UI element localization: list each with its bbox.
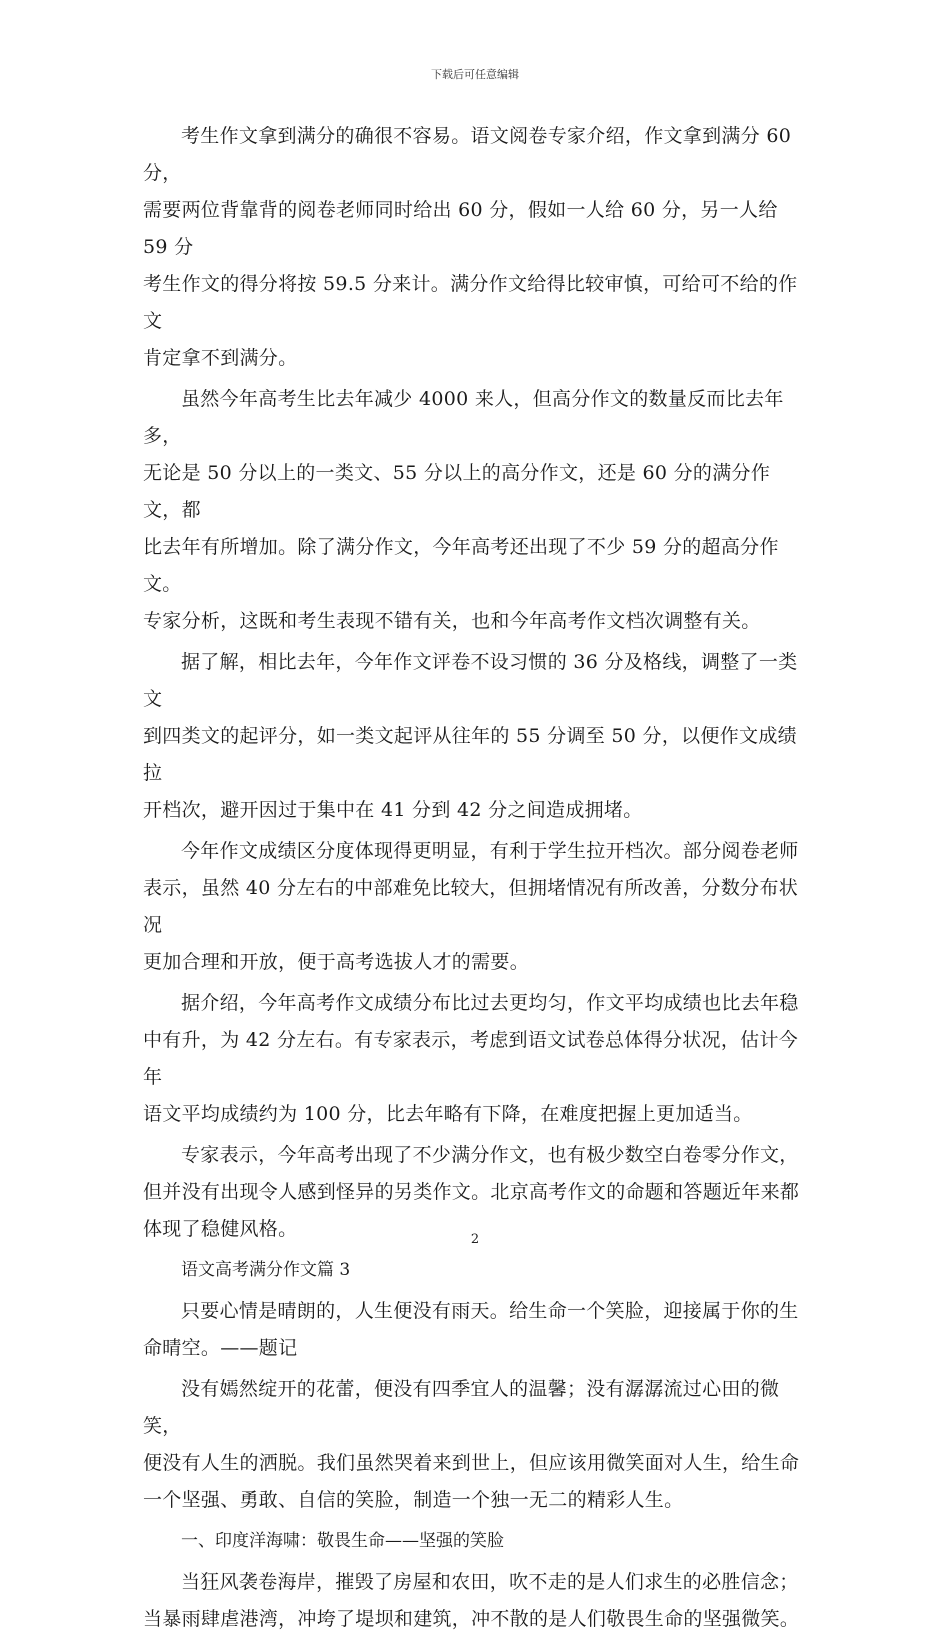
text-line: 语文平均成绩约为 100 分，比去年略有下降，在难度把握上更加适当。 [143,1103,753,1125]
paragraph-3 [143,644,808,829]
text-line: 当狂风袭卷海岸，摧毁了房屋和农田，吹不走的是人们求生的必胜信念； [181,1571,799,1593]
essay-intro [143,1371,808,1519]
text-line: 据了解，相比去年，今年作文评卷不设习惯的 36 分及格线，调整了一类文 [143,651,798,710]
section-heading [143,1252,808,1289]
text-line: 只要心情是晴朗的，人生便没有雨天。给生命一个笑脸，迎接属于你的生 [181,1300,799,1322]
text-line: 虽然今年高考生比去年减少 4000 来人，但高分作文的数量反而比去年多， [143,388,784,447]
text-line: 一个坚强、勇敢、自信的笑脸，制造一个独一无二的精彩人生。 [143,1489,684,1511]
text-line: 但并没有出现令人感到怪异的另类作文。北京高考作文的命题和答题近年来都 [143,1181,800,1203]
section-heading-text: 语文高考满分作文篇 3 [181,1260,351,1280]
paragraph-2 [143,381,808,640]
text-line: 据介绍，今年高考作文成绩分布比过去更均匀，作文平均成绩也比去年稳 [181,992,799,1014]
sub-heading-text: 一、印度洋海啸：敬畏生命——坚强的笑脸 [181,1531,504,1551]
text-line: 没有嫣然绽开的花蕾，便没有四季宜人的温馨；没有潺潺流过心田的微笑， [143,1378,780,1437]
text-line: 便没有人生的洒脱。我们虽然哭着来到世上，但应该用微笑面对人生，给生命 [143,1452,800,1474]
text-line: 更加合理和开放，便于高考选拔人才的需要。 [143,951,530,973]
paragraph-4 [143,833,808,981]
text-line: 命晴空。——题记 [143,1337,298,1359]
text-line: 无论是 50 分以上的一类文、55 分以上的高分作文，还是 60 分的满分作文，都 [143,462,771,521]
page-number: 2 [470,1232,480,1247]
essay-epigraph [143,1293,808,1367]
text-line: 考生作文拿到满分的确很不容易。语文阅卷专家介绍，作文拿到满分 60 分， [143,125,792,184]
text-line: 需要两位背靠背的阅卷老师同时给出 60 分，假如一人给 60 分，另一人给 59 分 [143,199,778,258]
paragraph-1 [143,118,808,377]
text-line: 专家分析，这既和考生表现不错有关，也和今年高考作文档次调整有关。 [143,610,761,632]
text-line: 到四类文的起评分，如一类文起评从往年的 55 分调至 50 分，以便作文成绩拉 [143,725,797,784]
text-line: 肯定拿不到满分。 [143,347,298,369]
final-paragraph [143,1564,808,1638]
text-line: 开档次，避开因过于集中在 41 分到 42 分之间造成拥堵。 [143,799,643,821]
text-line: 专家表示，今年高考出现了不少满分作文，也有极少数空白卷零分作文， [181,1144,799,1166]
paragraph-5 [143,985,808,1133]
text-line: 表示，虽然 40 分左右的中部难免比较大，但拥堵情况有所改善，分数分布状况 [143,877,799,936]
text-line: 考生作文的得分将按 59.5 分来计。满分作文给得比较审慎，可给可不给的作文 [143,273,798,332]
text-line: 比去年有所增加。除了满分作文，今年高考还出现了不少 59 分的超高分作文。 [143,536,779,595]
text-line: 体现了稳健风格。 [143,1218,298,1240]
sub-heading [143,1523,808,1560]
page-header: 下载后可任意编辑 [431,68,519,81]
text-line: 今年作文成绩区分度体现得更明显，有利于学生拉开档次。部分阅卷老师 [181,840,799,862]
document-body [143,118,808,1642]
text-line: 当暴雨肆虐港湾，冲垮了堤坝和建筑，冲不散的是人们敬畏生命的坚强微笑。 [143,1608,800,1630]
text-line: 中有升，为 42 分左右。有专家表示，考虑到语文试卷总体得分状况，估计今年 [143,1029,799,1088]
